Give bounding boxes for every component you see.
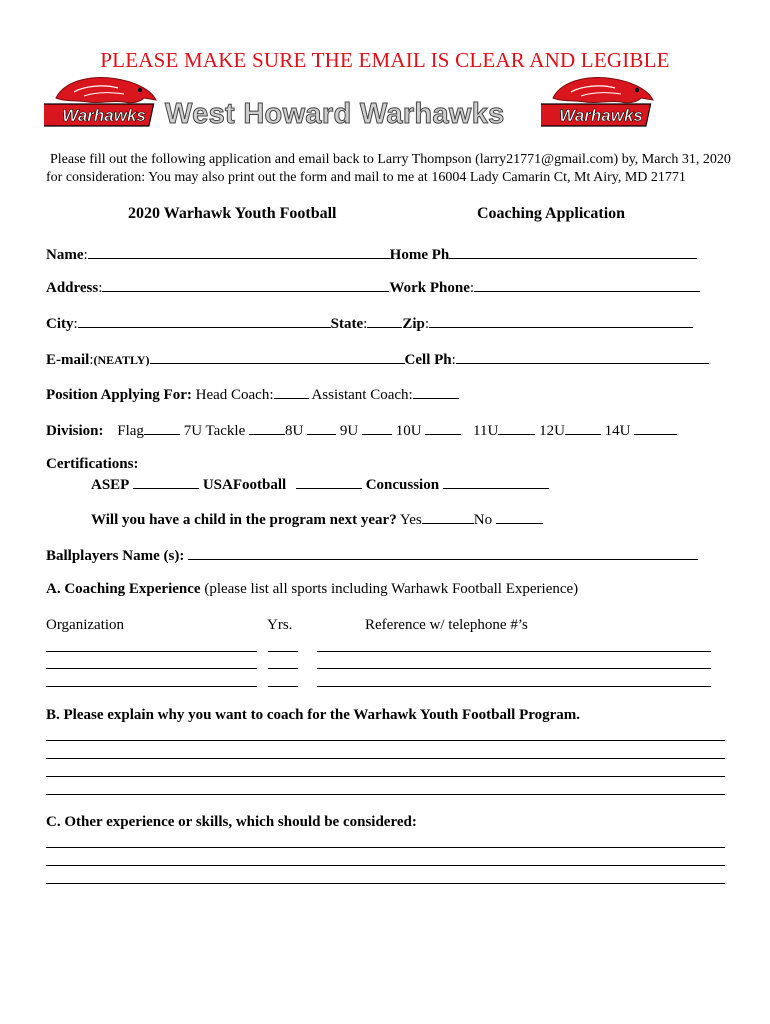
state-label: State <box>330 316 364 332</box>
division-flag-field[interactable] <box>144 421 180 435</box>
email-field[interactable] <box>150 350 405 364</box>
city-label: City <box>46 316 74 332</box>
head-coach-label: Head Coach: <box>195 387 274 403</box>
experience-ref-line[interactable] <box>317 651 711 652</box>
child-yes-label: Yes <box>399 512 422 528</box>
address-label: Address <box>46 280 99 296</box>
division-10u-field[interactable] <box>425 421 461 435</box>
cell-ph-field[interactable] <box>456 350 709 364</box>
col-years: Yrs. <box>267 617 293 633</box>
experience-ref-line[interactable] <box>317 668 711 669</box>
section-b-heading: B. Please explain why you want to coach for the Warhawk Youth Football Program. <box>46 707 581 723</box>
ballplayers-row <box>46 546 698 565</box>
section-c-answer-line[interactable] <box>46 847 725 848</box>
home-ph-label: Home Ph <box>389 247 450 263</box>
col-reference: Reference w/ telephone #’s <box>365 617 528 633</box>
email-label: E-mail <box>46 352 90 368</box>
division-12u: 12U <box>539 423 565 439</box>
cert-usafootball-field[interactable] <box>296 475 362 489</box>
certifications-row <box>91 475 549 494</box>
division-9u: 9U <box>339 423 359 439</box>
division-row <box>46 421 677 440</box>
child-yes-field[interactable] <box>422 510 474 524</box>
experience-org-line[interactable] <box>46 686 257 687</box>
name-label: Name <box>46 247 84 263</box>
position-label: Position Applying For: <box>46 387 192 403</box>
section-a-note: (please list all sports including Warhawk Football Experience) <box>204 581 579 597</box>
division-8u-field[interactable] <box>307 421 336 435</box>
home-ph-field[interactable] <box>449 245 697 259</box>
section-a-heading <box>46 581 578 598</box>
division-11u: 11U <box>473 423 499 439</box>
city-field[interactable] <box>78 314 331 328</box>
experience-yrs-line[interactable] <box>268 686 298 687</box>
cert-concussion-field[interactable] <box>443 475 549 489</box>
heading-program: 2020 Warhawk Youth Football <box>128 205 337 222</box>
division-9u-field[interactable] <box>362 421 392 435</box>
logo-text-left: Warhawks <box>62 106 146 125</box>
division-10u: 10U <box>395 423 422 439</box>
division-flag: Flag <box>117 423 144 439</box>
intro-line-1: Please fill out the following application and email back to Larry Thompson (larry21771@gmail.com) by, March 31, 2020 <box>50 152 731 167</box>
cert-asep-field[interactable] <box>133 475 199 489</box>
neatly-note: (NEATLY) <box>93 353 150 367</box>
section-b-answer-line[interactable] <box>46 776 725 777</box>
position-row <box>46 385 459 404</box>
cell-ph-label: Cell Ph <box>404 352 452 368</box>
name-field[interactable] <box>88 245 390 259</box>
certifications-heading: Certifications: <box>46 456 139 472</box>
division-14u-field[interactable] <box>634 421 677 435</box>
cert-concussion: Concussion <box>365 477 440 493</box>
work-phone-label: Work Phone <box>389 280 470 296</box>
ballplayers-label: Ballplayers Name (s): <box>46 548 185 564</box>
address-row: Address: Work Phone: <box>46 278 700 297</box>
section-b-answer-line[interactable] <box>46 758 725 759</box>
child-question: Will you have a child in the program next year? <box>91 512 397 528</box>
experience-yrs-line[interactable] <box>268 651 298 652</box>
ballplayers-field[interactable] <box>188 546 698 560</box>
address-field[interactable] <box>102 278 389 292</box>
name-row: Name: Home Ph <box>46 245 697 264</box>
assistant-coach-label: Assistant Coach: <box>311 387 413 403</box>
state-field[interactable] <box>367 314 402 328</box>
intro-line-2: for consideration: You may also print out the form and mail to me at 16004 Lady Camarin Ct, Mt Airy, MD 21771 <box>46 170 686 185</box>
col-organization: Organization <box>46 617 125 633</box>
section-b-answer-line[interactable] <box>46 794 725 795</box>
team-title: West Howard Warhawks <box>165 98 505 130</box>
heading-application: Coaching Application <box>477 205 626 222</box>
division-8u: 8U <box>285 423 304 439</box>
cert-usafootball: USAFootball <box>202 477 287 493</box>
section-b-answer-line[interactable] <box>46 740 725 741</box>
city-row: City: State: Zip: <box>46 314 693 333</box>
banner-heading: PLEASE MAKE SURE THE EMAIL IS CLEAR AND LEGIBLE <box>100 48 670 72</box>
head-coach-field[interactable] <box>274 385 309 399</box>
section-a-title: A. Coaching Experience <box>46 581 201 597</box>
warhawk-logo-right <box>541 74 661 130</box>
division-11u-field[interactable] <box>498 421 535 435</box>
division-label: Division: <box>46 423 104 439</box>
experience-yrs-line[interactable] <box>268 668 298 669</box>
experience-org-line[interactable] <box>46 651 257 652</box>
division-7u-field[interactable] <box>249 421 285 435</box>
logo-text-right: Warhawks <box>559 106 643 125</box>
cert-asep: ASEP <box>91 477 130 493</box>
section-c-answer-line[interactable] <box>46 865 725 866</box>
section-c-heading: C. Other experience or skills, which should be considered: <box>46 814 417 830</box>
division-7u: 7U Tackle <box>183 423 246 439</box>
division-12u-field[interactable] <box>565 421 601 435</box>
experience-ref-line[interactable] <box>317 686 711 687</box>
assistant-coach-field[interactable] <box>413 385 459 399</box>
division-14u: 14U <box>604 423 631 439</box>
section-c-answer-line[interactable] <box>46 883 725 884</box>
zip-field[interactable] <box>429 314 693 328</box>
child-no-field[interactable] <box>496 510 543 524</box>
zip-label: Zip <box>402 316 425 332</box>
child-no-label: No <box>473 512 493 528</box>
experience-org-line[interactable] <box>46 668 257 669</box>
child-question-row <box>91 510 543 529</box>
warhawk-logo-left <box>44 74 164 130</box>
email-row: E-mail:(NEATLY) Cell Ph: <box>46 350 709 369</box>
work-phone-field[interactable] <box>474 278 700 292</box>
